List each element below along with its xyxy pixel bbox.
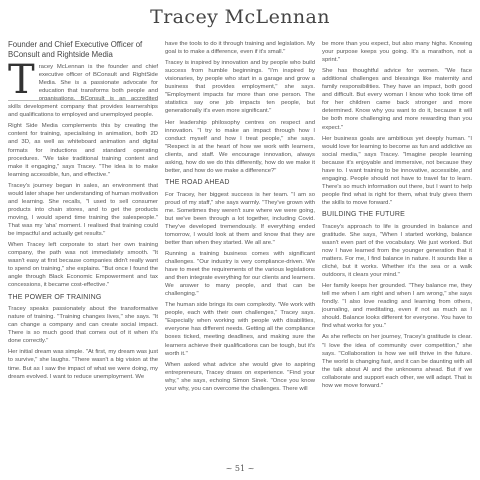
paragraph: She has thoughtful advice for women. "We face additional challenges and blessings like maternity and family responsibilities. They have an impact, both good and difficult. But every woman I know who took time off for her children came back stronger and more determined. Know why you want to do it, because it will be both more challenging and more rewarding than you expect." [322, 68, 472, 131]
paragraph: Tracey's approach to life is grounded in balance and gratitude. She says, "When I started working, balance wasn't even part of the vocabulary. We just worked. But now I have learned from the younger generation that it matters. For me, I find balance in nature. It sounds like a cliché, but it works. Whether it's the sea or a walk outdoors, it clears your mind." [322, 223, 472, 278]
paragraph: When asked what advice she would give to aspiring entrepreneurs, Tracey draws on experience. "Find your why," she says, echoing Simon Sinek. "Once you know your why, you can overcome the challenges. There will [165, 361, 315, 392]
intro-text: racey McLennan is the founder and chief executive officer of BConsult and RightSide Media. She is a passionate advocate for education that transforms both people and organisations. BConsult is an accredited skills development company that provides learnerships and qualifications to employed and unemployed people. [8, 64, 158, 119]
paragraph: The human side brings its own complexity. "We work with people, each with their own challenges," Tracey says. "Especially when working with people with disabilities, everyone has different needs. Getting all the compliance boxes ticked, meeting deadlines, and making sure the learners achieve their qualifications can be tough, but it's worth it." [165, 302, 315, 357]
intro-paragraph [8, 57, 158, 119]
paragraph: Right Side Media complements this by creating the content for training, specialising in animation, both 2D and 3D, as well as whiteboard animation and digital formats for inductions and standard operating procedures. "We take traditional training content and make it engaging," says Tracey. "The idea is to make learning accessible, fun, and effective." [8, 123, 158, 178]
paragraph: Tracey speaks passionately about the transformative nature of training. "Training changes lives," she says. "It can change a company and can create social impact. There is so much good that comes out of it when it's done correctly." [8, 306, 158, 345]
paragraph: Tracey is inspired by innovation and by people who build success from humble beginnings. "I'm inspired by visionaries, by people who start in a garage and grow a business that provides employment," she says. "Employment impacts far more than one person. The statistics say one job impacts ten people, but generationally it's even more significant." [165, 60, 315, 115]
subtitle-line-1: Founder and Chief Executive Officer of [8, 40, 143, 49]
paragraph: Her initial dream was simple. "At first, my dream was just to survive," she laughs. "There wasn't a big vision at the time. But as I saw the impact of what we were doing, my dream evolved. I want to reduce unemployment. We [8, 349, 158, 380]
article-title: Tracey McLennan [150, 6, 330, 28]
page-number: ~ 51 ~ [225, 464, 255, 473]
paragraph: Tracey's journey began in sales, an environment that would later shape her understanding of human motivation and learning. She recalls, "I used to sell consumer products into chain stores, and to get the products moving, I would spend time training the salespeople." That was my 'aha' moment. I realised that training could be impactful and actually get results." [8, 182, 158, 237]
column-2 [165, 40, 315, 464]
article-subtitle [8, 40, 158, 59]
paragraph: Her family keeps her grounded. "They balance me, they tell me when I am right and when I am wrong," she says fondly. "I also love reading and learning from others, journaling, and meditating, even if not as much as I should. Balance looks different for everyone. You have to find what works for you." [322, 283, 472, 330]
paragraph: Her leadership philosophy centres on respect and innovation. "I try to make an impact through how I conduct myself and how I treat people," she says. "Respect is at the heart of how we work with learners, clients, and staff. We encourage innovation, always asking, how do we do this differently, how do we make it better, and how do we make a difference?" [165, 119, 315, 174]
subtitle-divider [8, 100, 158, 101]
paragraph: Running a training business comes with significant challenges. "Our industry is very compliance-driven. We have to meet the requirements of the various legislations and then integrate everything for our clients and learners. We answer to many people, and that can be challenging." [165, 250, 315, 298]
subtitle-line-2: BConsult and Rightside Media [8, 49, 113, 59]
column-1 [8, 40, 158, 464]
section-heading-power: THE POWER OF TRAINING [8, 293, 102, 301]
paragraph: Her business goals are ambitious yet deeply human. "I would love for learning to become as fun and addictive as social media," says Tracey. "Imagine people learning because it's enjoyable and immersive, not because they have to. I want training to be innovative, accessible, and engaging. People should not have to travel far to learn. There's so much information out there, but I want to help people find what is right for them, what truly gives them the skills to move forward." [322, 135, 472, 206]
paragraph: have the tools to do it through training and legislation. My goal is to make a difference, even if it's small." [165, 41, 315, 56]
paragraph: For Tracey, her biggest success is her team. "I am so proud of my staff," she says warmly. "They've grown with me. Sometimes they weren't sure where we were going, but we've been through a lot together, including Covid. They've developed tremendously. If everything ended tomorrow, I would look at them and know that they are better than when they started. We all are." [165, 191, 315, 246]
section-heading-future: BUILDING THE FUTURE [322, 211, 406, 219]
paragraph: be more than you expect, but also many highs. Knowing your purpose keeps you going. It's a marathon, not a sprint." [322, 41, 472, 64]
paragraph: As she reflects on her journey, Tracey's gratitude is clear. "I love the idea of community over competition," she says. "Collaboration is how we will thrive in the future. The world is changing fast, and it can be daunting with all the talk about AI and the unknowns ahead. But if we collaborate and support each other, we will adapt. That is how we move forward." [322, 334, 472, 389]
column-3 [322, 40, 472, 464]
drop-cap: T [8, 57, 35, 103]
paragraph: When Tracey left corporate to start her own training company, the path was not immediately smooth. "It wasn't easy at first because companies didn't really want to spend on training," she explains. "But once I found the angle through Black Economic Empowerment and tax concessions, it became cost-effective." [8, 242, 158, 289]
section-heading-road: THE ROAD AHEAD [165, 179, 230, 187]
